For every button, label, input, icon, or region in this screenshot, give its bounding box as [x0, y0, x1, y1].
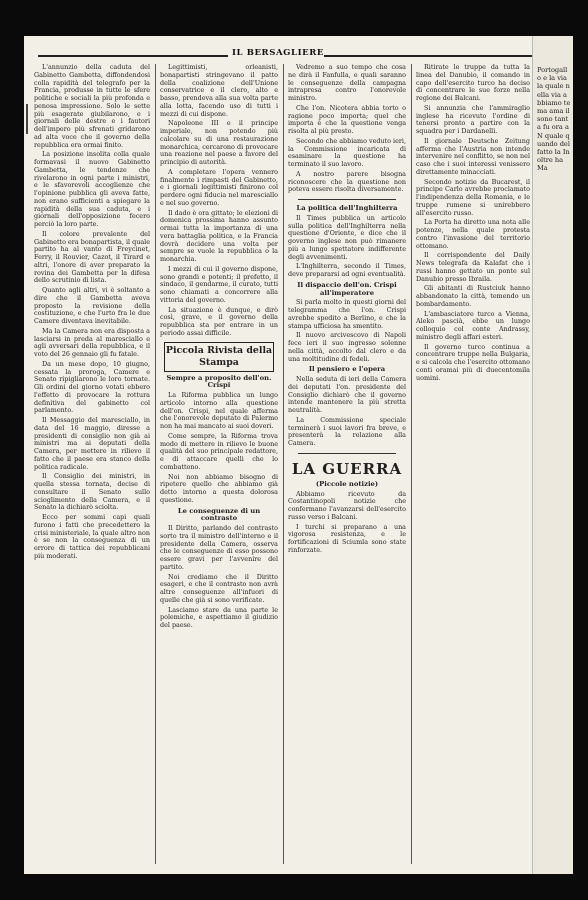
column-1-paragraph: Quanto agli altri, vi è soltanto a dire che il Gambetta aveva proposto la revisione della costituzione, e che l'urto fra le due Camere diventava inevitabile. [34, 286, 150, 325]
column-3-paragraph: La Commissione speciale terminerà i suoi lavori fra breve, e presenterà la relazione alla Camera. [288, 415, 406, 447]
column-2-paragraph: Il dado è ora gittato; le elezioni di domenica prossima hanno assunto ormai tutta la importanza di una vera battaglia politica, e la Francia dovrà decidere una volta per sempre se vuole la repubblica o la monarchia. [160, 208, 278, 263]
masthead-title: IL BERSAGLIERE [231, 48, 324, 58]
column-4-paragraph: Il giornale Deutsche Zeitung afferma che l'Austria non intende intervenire nel conflitto, se non nel caso che i suoi interessi venissero direttamente minacciati. [416, 136, 530, 176]
column-4-paragraph: La Porta ha diretto una nota alle potenze, nella quale protesta contro l'invasione del territorio ottomano. [416, 218, 530, 250]
column-2-paragraph: La Riforma pubblica un lungo articolo intorno alla questione dell'on. Crispi, nel quale afferma che l'onorevole deputato di Palermo non ha mai mancato ai suoi doveri. [160, 391, 278, 430]
column-3-paragraph: Abbiamo ricevuto da Costantinopoli notizie che confermano l'avanzarsi dell'esercito russo verso i Balcani. [288, 489, 406, 521]
subheading: Il pensiero e l'opera [308, 365, 386, 374]
column-4-paragraph: Ritirate le truppe da tutta la linea del Danubio, il comando in capo dell'esercito turco ha deciso di concentrare le sue forze nella regione dei Balcani. [416, 64, 530, 102]
column-3-paragraph: Che l'on. Nicotera abbia torto o ragione poco importa; quel che importa è che la questione venga risolta al più presto. [288, 103, 406, 135]
column-1-paragraph: Ecco per sommi capi quali furono i fatti che precedettero la crisi ministeriale, la quale altro non è se non la conseguenza di un errore di tattica dei repubblicani più moderati. [34, 513, 150, 560]
subheading: La politica dell'Inghilterra [296, 204, 398, 212]
column-3-paragraph: Nella seduta di ieri della Camera dei deputati l'on. presidente del Consiglio dichiarò che il governo intende mantenere la più stretta neutralità. [288, 375, 406, 414]
headline-subtitle: (Piccole notizie) [315, 479, 379, 488]
subheading: Il dispaccio dell'on. Crispi all'imperatore [297, 280, 397, 297]
column-3-paragraph: I turchi si preparano a una vigorosa resistenza, e le fortificazioni di Sciumla sono state rinforzate. [288, 522, 406, 554]
subheading: Sempre a proposito dell'on. Crispi [166, 373, 272, 390]
section-title-rivista: Piccola Rivista della Stampa [164, 342, 274, 372]
column-3-paragraph: A nostro parere bisogna riconoscere che la questione non poteva essere risolta diversamente. [288, 169, 406, 194]
left-margin [24, 64, 30, 864]
column-1-paragraph: Il colore prevalente del Gabinetto era bonapartista, il quale partito ha al vanto di Freycinet, Ferry, il Rouvier, Cazot, il Tirard e altri, l'onore di aver preparato la rovina dei Gambetta per la difesa dello scrutinio di lista. [34, 229, 150, 285]
column-1 [34, 64, 150, 864]
headline-la-guerra: LA GUERRA [291, 459, 403, 478]
column-1-paragraph: La posizione insolita colla quale formavasi il nuovo Gabinetto Gambetta, le tendenze che rivelarono in ogni parte i ministri, e le sfavorevoli accoglienze che l'opinione pubblica gli aveva fatte, non erano sufficienti a spiegare la rapidità della sua caduta, e i giornali dell'opposizione fecero perciò la loro parte. [34, 150, 150, 228]
page-header [24, 36, 532, 62]
column-2-paragraph: Noi non abbiamo bisogno di ripetere quello che abbiamo già detto intorno a questa dolorosa questione. [160, 472, 278, 504]
column-2-paragraph: La situazione è dunque, e dirò così, grave, e il governo della repubblica sta per entrare in un periodo assai difficile. [160, 305, 278, 337]
column-3-paragraph: Il nuovo arcivescovo di Napoli fece ieri il suo ingresso solenne nella città, accolto dal clero e da una moltitudine di fedeli. [288, 331, 406, 363]
column-3 [288, 64, 406, 864]
adjacent-page-edge [532, 36, 573, 874]
column-4-paragraph: Secondo notizie da Bucarest, il principe Carlo avrebbe proclamato l'indipendenza della Romania, e le truppe rumene si unirebbero all'esercito russo. [416, 177, 530, 217]
newspaper-page [24, 36, 572, 874]
column-2-paragraph: I mezzi di cui il governo dispone, sono grandi e potenti; il prefetto, il sindaco, il gendarme, il curato, tutti sono chiamati a concorrere alla vittoria del governo. [160, 264, 278, 304]
column-2-paragraph: Noi crediamo che il Diritto esageri, e che il contrasto non avrà altre conseguenze all'infuori di quelle che già si sono verificate. [160, 572, 278, 604]
separator-rule [298, 453, 396, 454]
column-2-paragraph: A completare l'opera vennero finalmente i rimpasti del Gabinetto, e i giornali legittimisti finirono col perdere ogni fiducia nel maresciallo e nel suo governo. [160, 167, 278, 207]
column-4-paragraph: Gli abitanti di Rustciuk hanno abbandonato la città, temendo un bombardamento. [416, 284, 530, 308]
column-3-paragraph: L'Inghilterra, secondo il Times, deve prepararsi ad ogni eventualità. [288, 262, 406, 278]
column-1-paragraph: Il Consiglio dei ministri, in quella stessa tornata, decise di consultare il Senato sullo scioglimento della Camera, e il Senato la dichiarò sciolta. [34, 472, 150, 512]
column-1-paragraph: L'annunzio della caduta del Gabinetto Gambetta, diffondendosi colla rapidità del telegrafo per la Francia, produsse in tutte le sfere politiche e sociali la più profonda e penosa impressione. Solo le sette più esagerate giubilarono, e i giornali delle destre e i fautori dell'impero più sfrenati gridarono ad alta voce che il governo della repubblica era ormai finito. [34, 64, 150, 149]
column-4-paragraph: Il governo turco continua a concentrare truppe nella Bulgaria, e si calcola che l'esercito ottomano conti oramai più di duecentomila uomini. [416, 342, 530, 382]
column-4 [416, 64, 530, 864]
column-2-paragraph: Il Diritto, parlando del contrasto sorto tra il ministro dell'interno e il presidente della Camera, osserva che le conseguenze di esso possono essere gravi per l'avvenire del partito. [160, 524, 278, 571]
column-4-paragraph: L'ambasciatore turco a Vienna, Aleko pascià, ebbe un lungo colloquio col conte Andrassy, ministro degli affari esteri. [416, 309, 530, 341]
column-3-paragraph: Si parla molto in questi giorni del telegramma che l'on. Crispi avrebbe spedito a Berlino, e che la stampa ufficiosa ha smentito. [288, 298, 406, 330]
header-rule-left [38, 55, 228, 57]
column-4-paragraph: Il corrispondente del Daily News telegrafa da Kalafat che i russi hanno gettato un ponte sul Danubio presso Ibraila. [416, 251, 530, 283]
column-3-paragraph: Il Times pubblica un articolo sulla politica dell'Inghilterra nella questione d'Oriente, e dice che il governo inglese non può rimanere più a lungo spettatore indifferente degli avvenimenti. [288, 213, 406, 261]
separator-rule [298, 199, 396, 200]
adjacent-page-text: Portogallo e la via la quale nella via abbiamo tema ama il sono tanta fu ora a N quale quando del fatto la Inoltre ha Ma [537, 66, 571, 173]
column-divider [283, 64, 284, 864]
subheading: Le conseguenze di un contrasto [177, 506, 261, 523]
header-rule-right [324, 55, 532, 57]
column-2-paragraph: Lasciamo stare da una parte le polemiche, e aspettiamo il giudizio del paese. [160, 605, 278, 629]
column-3-paragraph: Vedremo a suo tempo che cosa ne dirà il Fanfulla, e quali saranno le conseguenze della campagna intrapresa contro l'onorevole ministro. [288, 64, 406, 102]
column-1-paragraph: Il Messaggio del maresciallo, in data del 16 maggio, diresse a presidenti di consiglio non già ai ministri ma ai deputati della Camera, per mettere in rilievo il fatto che il paese era stanco della politica radicale. [34, 416, 150, 471]
column-3-paragraph: Secondo che abbiamo veduto ieri, la Commissione incaricata di esaminare la questione ha terminato il suo lavoro. [288, 136, 406, 168]
column-2-paragraph: Legittimisti, orleanisti, bonapartisti stringevano il patto della coalizione dell'Unione conservatrice e il clero, alto e basso, prendeva alla sua volta parte alla lotta, facendo uso di tutti i mezzi di cui dispone. [160, 64, 278, 118]
column-2 [160, 64, 278, 864]
column-2-paragraph: Come sempre, la Riforma trova modo di mettere in rilievo le buone qualità del suo principale redattore, e di attaccare quelli che lo combattono. [160, 431, 278, 471]
column-1-paragraph: Ma la Camera non era disposta a lasciarsi in preda al maresciallo e agli avversari della repubblica, e il voto del 26 gennaio gli fu fatale. [34, 326, 150, 358]
column-1-paragraph: Da un mese dopo, 10 giugno, cessata la proroga, Camere e Senato ripigliarono le loro tornate. Gli ordini del giorno votati ebbero l'effetto di provocare la rottura definitiva del gabinetto col parlamento. [34, 359, 150, 415]
column-2-paragraph: Napoleone III e il principe imperiale, non potendo più calcolare su di una restaurazione monarchica, cercarono di provocare una reazione nel paese a favore del principio di autorità. [160, 119, 278, 166]
column-4-paragraph: Si annunzia che l'ammiraglio inglese ha ricevuto l'ordine di tenersi pronto a partire con la squadra per i Dardanelli. [416, 103, 530, 135]
column-divider [411, 64, 412, 864]
column-divider [155, 64, 156, 864]
